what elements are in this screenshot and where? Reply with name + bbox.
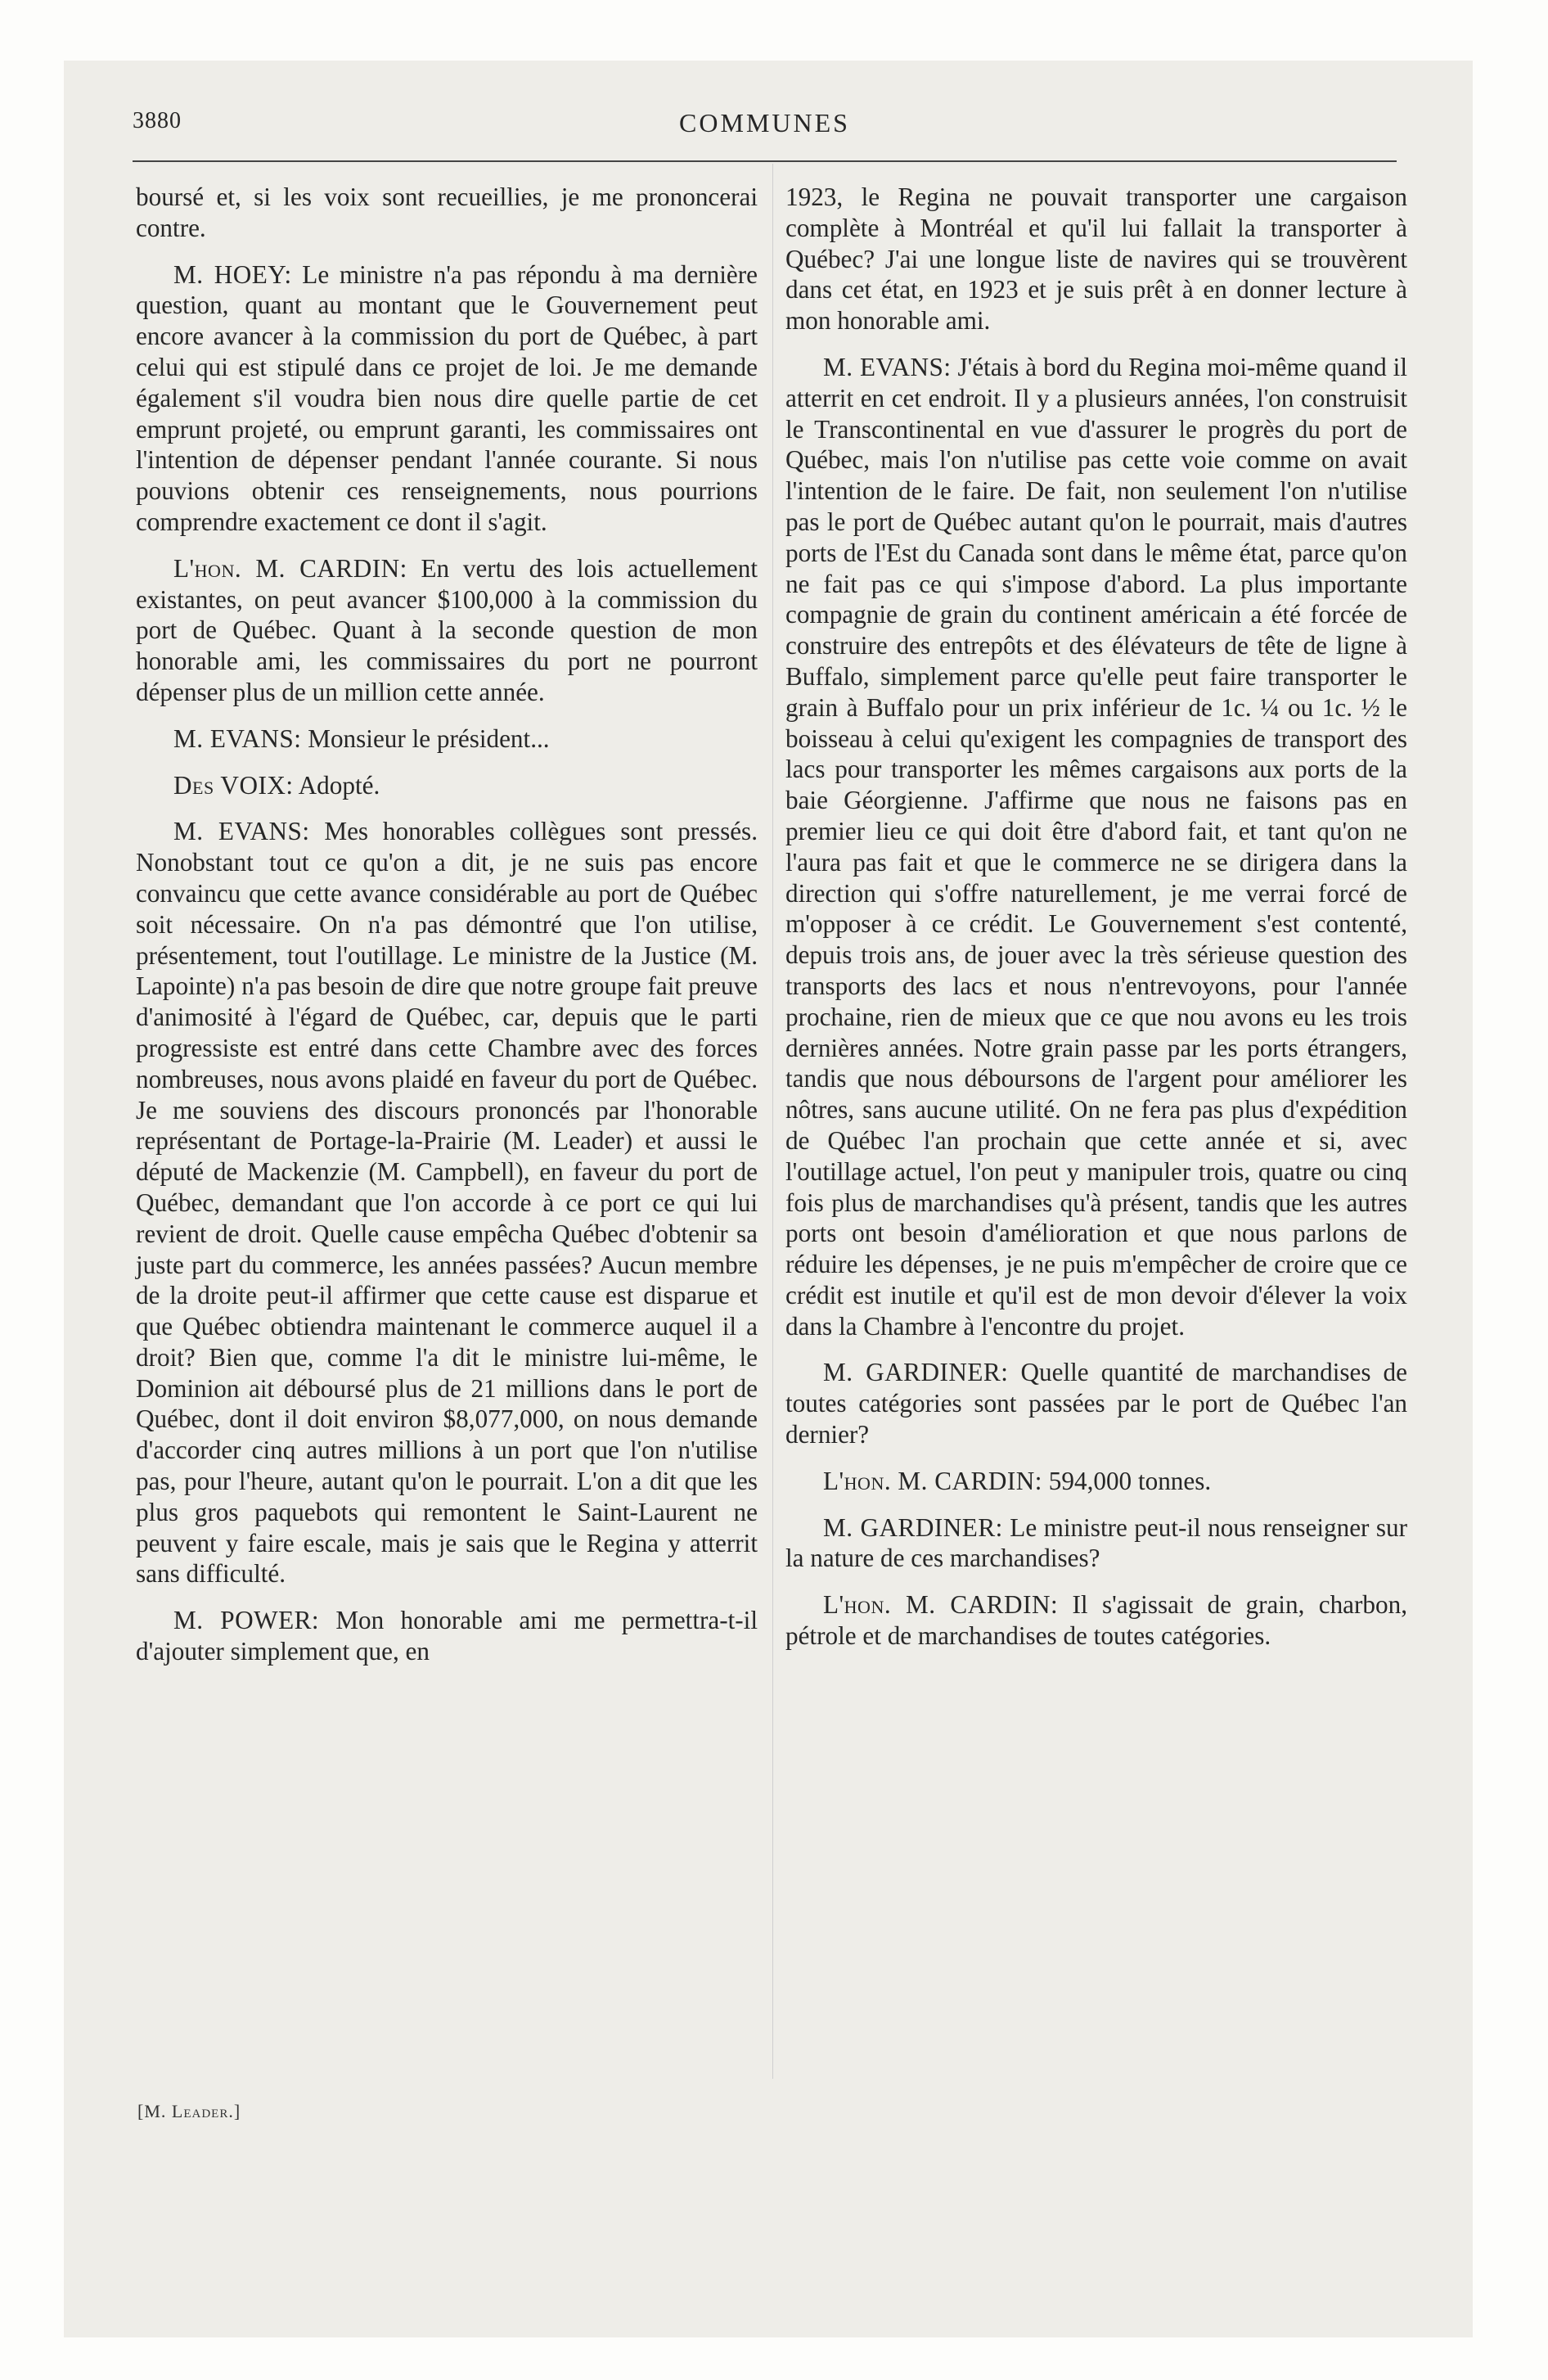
- paragraph: [136, 259, 758, 538]
- left-column: [136, 182, 758, 1683]
- paragraph-text: Monsieur le président...: [308, 723, 550, 753]
- column-divider: [772, 164, 773, 2079]
- paragraph-text: 594,000 tonnes.: [1048, 1466, 1212, 1495]
- paragraph-text: Le ministre peut-il nous renseigner sur la nature de ces marchandises?: [785, 1512, 1408, 1573]
- right-column: [785, 182, 1407, 1667]
- paragraph-text: Mon honorable ami me permettra-t-il d'ajouter simplement que, en: [136, 1606, 758, 1666]
- header-rule: [133, 160, 1397, 162]
- paragraph-text: En vertu des lois actuellement existantes, on peut avancer $100,000 à la commission du port de Québec. Quant à la seconde question de mon honorable ami, les commissaires du port ne pourront dépenser plus de un million cette année.: [136, 553, 758, 706]
- speaker-label: M. GARDINER:: [823, 1358, 1009, 1387]
- paragraph: [785, 1466, 1407, 1497]
- speaker-label: L'hon. M. CARDIN:: [173, 553, 407, 583]
- paragraph: [136, 182, 758, 244]
- running-title: COMMUNES: [679, 108, 850, 137]
- speaker-label: M. GARDINER:: [823, 1512, 1003, 1542]
- paragraph-text: J'étais à bord du Regina moi-même quand il atterrit en cet endroit. Il y a plusieurs années, l'on construisit le Transcontinental en vue d'assurer le progrès du port de Québec, mais l'on n'utilise pas cette voie comme on avait l'intention de le faire. De fait, non seulement l'on n'utilise pas le port de Québec autant qu'on le pourrait, mais d'autres ports de l'Est du Canada sont dans le même état, parce qu'on ne fait pas ce qui s'impose d'abord. La plus importante compagnie de grain du continent américain a été forcée de construire des entrepôts et des élévateurs de tête de ligne à Buffalo, simplement parce qu'elle peut faire transporter le grain à Buffalo pour un prix inférieur de 1c. ¼ ou 1c. ½ le boisseau à celui qu'exigent les compagnies de transport des lacs pour transporter les mêmes cargaisons aux ports de la baie Géorgienne. J'affirme que nous ne faisons pas en premier lieu ce qui doit être d'abord fait, et tant qu'on ne l'aura pas fait et que le commerce ne se dirigera dans la direction qui s'offre naturellement, je me verrai forcé de m'opposer à ce crédit. Le Gouvernement s'est contenté, depuis trois ans, de jouer avec la très sérieuse question des transports des lacs et nous n'entrevoyons, pour l'année prochaine, rien de mieux que ce que nou avons eu les trois dernières années. Notre grain passe par les ports étrangers, tandis que nous déboursons de l'argent pour améliorer les nôtres, sans aucune utilité. On ne fera pas plus d'expédition de Québec l'an prochain que cette année et si, avec l'outillage actuel, l'on peut y manipuler trois, quatre ou cinq fois plus de marchandises qu'à présent, tandis que les autres ports ont besoin d'amélioration et que nous parlons de réduire les dépenses, je ne puis m'empêcher de croire que ce crédit est inutile et qu'il est de mon devoir d'élever la voix dans la Chambre à l'encontre du projet.: [785, 352, 1407, 1341]
- paragraph-text: boursé et, si les voix sont recueillies, je me prononcerai contre.: [136, 183, 758, 242]
- speaker-label: M. EVANS:: [823, 352, 952, 381]
- page-header: [133, 108, 1397, 149]
- paragraph-text: Le ministre n'a pas répondu à ma dernière question, quant au montant que le Gouvernement peut encore avancer à la commission du port de Québec, à part celui qui est stipulé dans ce projet de loi. Je me demande également s'il voudra bien nous dire quelle partie de cet emprunt projeté, ou emprunt garanti, les commissaires ont l'intention de dépenser pendant l'année courante. Si nous pouvions obtenir ces renseignements, nous pourrions comprendre exactement ce dont il s'agit.: [136, 259, 758, 536]
- paragraph: [136, 770, 758, 801]
- footer-note: [M. Leader.]: [137, 2101, 241, 2121]
- speaker-label: Des VOIX:: [173, 770, 294, 800]
- paragraph: [785, 1512, 1407, 1575]
- paragraph: [785, 1357, 1407, 1449]
- paragraph: [785, 352, 1407, 1342]
- paragraph-text: Mes honorables collègues sont pressés. Nonobstant tout ce qu'on a dit, je ne suis pas encore convaincu que cette avance considérable au port de Québec soit nécessaire. On n'a pas démontré que l'on utilise, présentement, tout l'outillage. Le ministre de la Justice (M. Lapointe) n'a pas besoin de dire que notre groupe fait preuve d'animosité à l'égard de Québec, car, depuis que le parti progressiste est entré dans cette Chambre avec des forces nombreuses, nous avons plaidé en faveur du port de Québec. Je me souviens des discours prononcés par l'honorable représentant de Portage-la-Prairie (M. Leader) et aussi le député de Mackenzie (M. Campbell), en faveur du port de Québec, demandant que l'on accorde à ce port ce qui lui revient de droit. Quelle cause empêcha Québec d'obtenir sa juste part du commerce, les années passées? Aucun membre de la droite peut-il affirmer que cette cause est disparue et que Québec obtiendra maintenant le commerce auquel il a droit? Bien que, comme l'a dit le ministre lui-même, le Dominion ait déboursé plus de 21 millions dans le port de Québec, dont il doit environ $8,077,000, on nous demande d'accorder cinq autres millions à un port que l'on n'utilise pas, pour l'heure, autant qu'on le pourrait. L'on a dit que les plus gros paquebots qui remontent le Saint-Laurent ne peuvent y faire escale, mais je sais que le Regina y atterrit sans difficulté.: [136, 817, 758, 1589]
- paragraph: [136, 1605, 758, 1667]
- paragraph: [136, 553, 758, 708]
- speaker-label: L'hon. M. CARDIN:: [823, 1466, 1042, 1495]
- paragraph: [785, 1589, 1407, 1652]
- paragraph-text: Adopté.: [298, 770, 380, 800]
- speaker-label: L'hon. M. CARDIN:: [823, 1590, 1059, 1620]
- paragraph: [136, 723, 758, 755]
- paragraph-text: 1923, le Regina ne pouvait transporter une cargaison complète à Montréal et qu'il lui fallait la transporter à Québec? J'ai une longue liste de navires qui se trouvèrent dans cet état, en 1923 et je suis prêt à en donner lecture à mon honorable ami.: [785, 183, 1407, 336]
- speaker-label: M. EVANS:: [173, 817, 310, 846]
- page-number: 3880: [133, 108, 182, 133]
- paragraph-text: Il s'agissait de grain, charbon, pétrole et de marchandises de toutes catégories.: [785, 1590, 1407, 1651]
- speaker-label: M. HOEY:: [173, 259, 292, 289]
- paragraph: [785, 182, 1407, 336]
- paragraph-text: Quelle quantité de marchandises de toutes catégories sont passées par le port de Québec l'an dernier?: [785, 1358, 1407, 1449]
- speaker-label: M. EVANS:: [173, 723, 302, 753]
- paragraph: [136, 816, 758, 1589]
- speaker-label: M. POWER:: [173, 1606, 320, 1635]
